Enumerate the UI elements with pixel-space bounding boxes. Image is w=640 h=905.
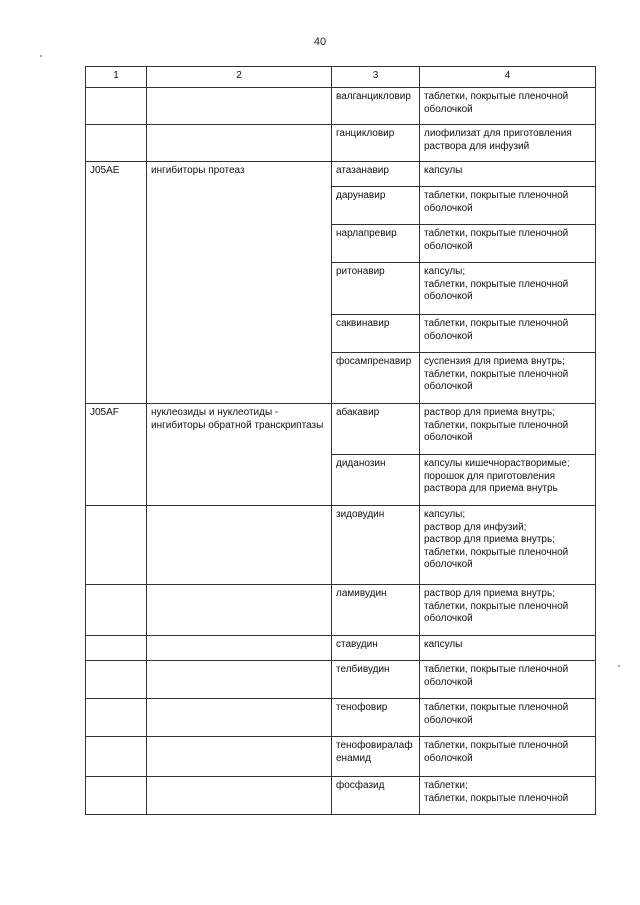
drug-name-cell: [332, 777, 420, 815]
dosage-form-line: таблетки;: [424, 780, 468, 791]
anatomical-group-cell: [147, 737, 332, 777]
dosage-form-line: таблетки, покрытые пленочной: [424, 190, 569, 201]
table-row: [86, 506, 596, 585]
atc-code-cell: [86, 585, 147, 636]
atc-code-cell: [86, 506, 147, 585]
dosage-form-cell: [420, 225, 596, 263]
dosage-form-line: капсулы: [424, 639, 463, 650]
drug-name-line: фосфазид: [336, 780, 385, 791]
dosage-form-line: капсулы;: [424, 266, 466, 277]
dosage-form-line: раствор для приема внутрь;: [424, 407, 555, 418]
table-row: [86, 661, 596, 699]
scan-speck: [40, 55, 42, 57]
dosage-form-cell: [420, 315, 596, 353]
anatomical-group-cell: [147, 777, 332, 815]
table-row: [86, 585, 596, 636]
drug-name-line: зидовудин: [336, 509, 385, 520]
dosage-form-line: таблетки, покрытые пленочной: [424, 702, 569, 713]
dosage-form-cell: [420, 162, 596, 187]
table-row: [86, 737, 596, 777]
dosage-form-line: оболочкой: [424, 752, 473, 764]
drug-name-line: саквинавир: [336, 318, 390, 329]
medication-table: [85, 66, 596, 815]
dosage-form-line: оболочкой: [424, 432, 473, 443]
anatomical-group-cell: [147, 88, 332, 125]
dosage-form-cell: [420, 263, 596, 315]
dosage-form-line: оболочкой: [424, 291, 473, 302]
dosage-form-cell: [420, 636, 596, 661]
anatomical-group-cell: [147, 506, 332, 585]
dosage-form-cell: [420, 125, 596, 162]
drug-name-line: нарлапревир: [336, 228, 397, 239]
drug-name-cell: [332, 187, 420, 225]
anatomical-group-cell: [147, 661, 332, 699]
dosage-form-line: оболочкой: [424, 103, 473, 115]
header-col-2: 2: [147, 67, 332, 88]
drug-name-cell: [332, 506, 420, 585]
dosage-form-line: таблетки, покрытые пленочной: [424, 664, 569, 675]
drug-name-cell: [332, 125, 420, 162]
anatomical-group-cell: [147, 125, 332, 162]
dosage-form-line: оболочкой: [424, 714, 473, 726]
dosage-form-cell: [420, 585, 596, 636]
header-col-1: 1: [86, 67, 147, 88]
dosage-form-line: лиофилизат для приготовления: [424, 128, 572, 139]
dosage-form-line: оболочкой: [424, 676, 473, 688]
dosage-form-cell: [420, 699, 596, 737]
dosage-form-line: таблетки, покрытые пленочной: [424, 228, 569, 239]
anatomical-group-cell: ингибиторы протеаз: [147, 162, 332, 404]
atc-code-cell: J05AF: [86, 404, 147, 506]
table-row: [86, 88, 596, 125]
dosage-form-line: раствора для приема внутрь: [424, 483, 558, 494]
atc-code-cell: [86, 737, 147, 777]
drug-name-cell: [332, 263, 420, 315]
atc-code-cell: [86, 777, 147, 815]
header-col-4: 4: [420, 67, 596, 88]
table-row: [86, 125, 596, 162]
dosage-form-line: таблетки, покрытые пленочной: [424, 91, 569, 102]
dosage-form-cell: [420, 353, 596, 404]
dosage-form-line: раствор для приема внутрь;: [424, 534, 555, 545]
dosage-form-cell: [420, 187, 596, 225]
dosage-form-line: капсулы;: [424, 509, 466, 520]
dosage-form-line: оболочкой: [424, 240, 473, 252]
dosage-form-line: оболочкой: [424, 330, 473, 342]
atc-code-cell: [86, 125, 147, 162]
table-row: [86, 777, 596, 815]
drug-name-cell: [332, 636, 420, 661]
dosage-form-line: оболочкой: [424, 202, 473, 214]
drug-name-line: телбивудин: [336, 664, 390, 675]
dosage-form-line: порошок для приготовления: [424, 470, 556, 482]
dosage-form-line: оболочкой: [424, 613, 473, 624]
drug-name-line: абакавир: [336, 407, 380, 418]
drug-name-cell: [332, 737, 420, 777]
atc-code-cell: [86, 699, 147, 737]
atc-code-cell: [86, 88, 147, 125]
anatomical-group-cell: [147, 636, 332, 661]
drug-name-cell: [332, 404, 420, 455]
table-row: [86, 699, 596, 737]
drug-name-line: ламивудин: [336, 588, 387, 599]
dosage-form-line: таблетки, покрытые пленочной: [424, 740, 569, 751]
anatomical-group-cell: [147, 585, 332, 636]
header-row: [86, 67, 596, 88]
page-number: 40: [313, 36, 327, 48]
drug-name-line: тенофовиралафенамид: [336, 740, 413, 764]
dosage-form-line: таблетки, покрытые пленочной: [424, 318, 569, 329]
drug-name-cell: [332, 585, 420, 636]
drug-name-cell: [332, 455, 420, 506]
drug-name-cell: [332, 162, 420, 187]
dosage-form-cell: [420, 661, 596, 699]
drug-name-cell: [332, 88, 420, 125]
dosage-form-line: раствор для инфузий;: [424, 521, 527, 533]
dosage-form-cell: [420, 455, 596, 506]
drug-name-cell: [332, 661, 420, 699]
dosage-form-line: раствора для инфузий: [424, 140, 530, 152]
dosage-form-line: таблетки, покрытые пленочной: [424, 419, 569, 431]
anatomical-group-cell: [147, 699, 332, 737]
dosage-form-line: таблетки, покрытые пленочной: [424, 792, 569, 804]
header-col-3: 3: [332, 67, 420, 88]
dosage-form-line: оболочкой: [424, 381, 473, 392]
dosage-form-cell: [420, 777, 596, 815]
scan-speck: [618, 665, 620, 667]
dosage-form-line: таблетки, покрытые пленочной: [424, 368, 569, 380]
drug-name-line: ритонавир: [336, 266, 385, 277]
drug-name-line: фосампренавир: [336, 356, 412, 367]
drug-name-cell: [332, 353, 420, 404]
dosage-form-cell: [420, 404, 596, 455]
drug-name-cell: [332, 699, 420, 737]
drug-name-line: диданозин: [336, 458, 386, 469]
atc-code-cell: [86, 636, 147, 661]
dosage-form-line: суспензия для приема внутрь;: [424, 356, 565, 367]
table-row: [86, 162, 596, 187]
drug-name-line: валганцикловир: [336, 91, 411, 102]
dosage-form-line: таблетки, покрытые пленочной: [424, 600, 569, 612]
dosage-form-line: таблетки, покрытые пленочной: [424, 278, 569, 290]
drug-name-line: атазанавир: [336, 165, 389, 176]
drug-name-cell: [332, 225, 420, 263]
dosage-form-line: таблетки, покрытые пленочной: [424, 546, 569, 558]
drug-name-line: ставудин: [336, 639, 378, 650]
drug-name-line: тенофовир: [336, 702, 388, 713]
drug-name-line: дарунавир: [336, 190, 386, 201]
atc-code-cell: [86, 661, 147, 699]
dosage-form-line: раствор для приема внутрь;: [424, 588, 555, 599]
dosage-form-line: капсулы кишечнорастворимые;: [424, 458, 570, 469]
dosage-form-line: оболочкой: [424, 559, 473, 570]
table-row: [86, 636, 596, 661]
atc-code-cell: J05AE: [86, 162, 147, 404]
dosage-form-cell: [420, 737, 596, 777]
dosage-form-cell: [420, 88, 596, 125]
drug-name-line: ганцикловир: [336, 128, 395, 139]
dosage-form-line: капсулы: [424, 165, 463, 176]
anatomical-group-cell: нуклеозиды и нуклеотиды - ингибиторы обратной транскриптазы: [147, 404, 332, 506]
drug-name-cell: [332, 315, 420, 353]
dosage-form-cell: [420, 506, 596, 585]
table-row: [86, 404, 596, 455]
